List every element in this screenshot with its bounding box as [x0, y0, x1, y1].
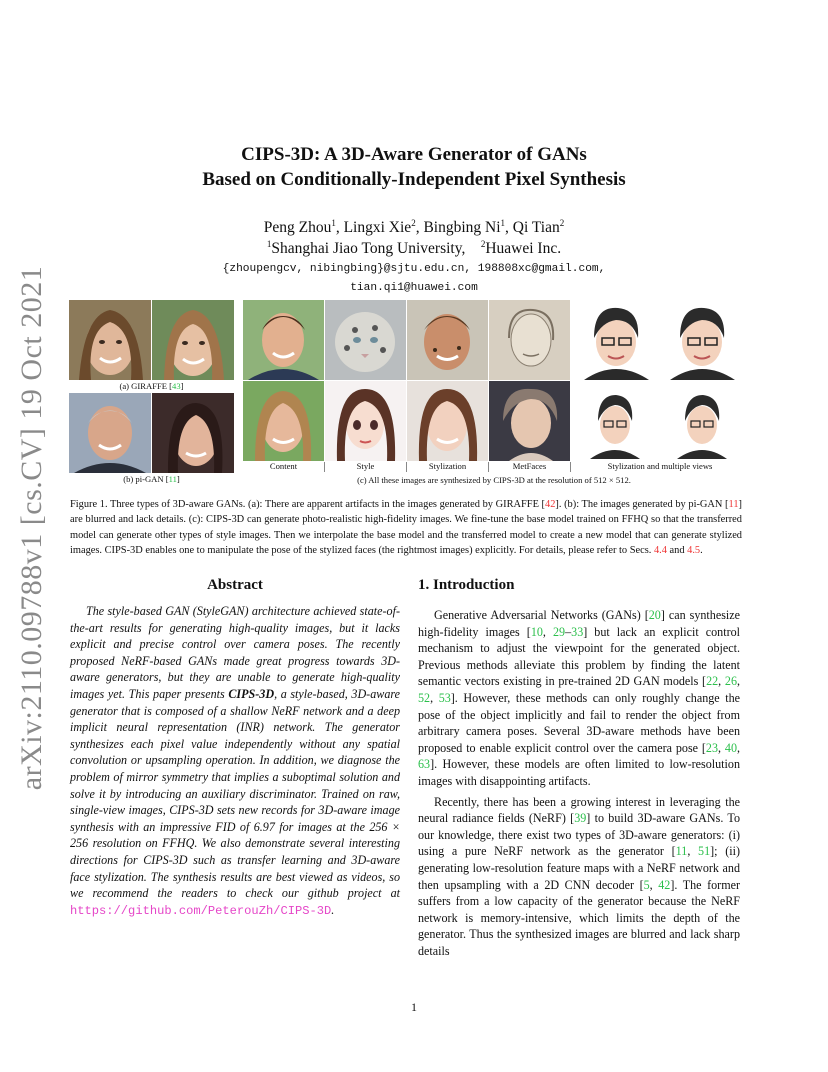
author-emails-line2: tian.qi1@huawei.com — [350, 282, 478, 294]
intro-body — [418, 607, 740, 959]
col-label-style: Style — [356, 461, 375, 471]
intro-text: , — [736, 674, 741, 689]
content-face-female — [243, 381, 324, 461]
abstract-body: The style-based GAN (StyleGAN) architecture achieved state-of-the-art results for generating high-quality images, but it lacks explicit and precise control over camera poses. The recently proposed NeRF-based GANs made great progress towards 3D-aware generators, but they are unable to generate high-quality images yet. This paper presents CIPS-3D, a style-based, 3D-aware generator that is composed of a shallow NeRF network and a deep implicit neural representation (INR) network. The generator synthesizes each pixel value independently without any spatial convolution or upsampling operation. In addition, we diagnose the problem of mirror symmetry that implies a suboptimal solution and solve it by introducing an auxiliary discriminator. Trained on raw, single-view images, CIPS-3D sets new records for 3D-aware image synthesis with an impressive FID of 6.97 for images at the 256 × 256 resolution on FFHQ. We also demonstrate several interesting directions for CIPS-3D such as transfer learning and 3D-aware face stylization. The synthesis results are best viewed as videos, so we recommend the readers to check our github project at https://github.com/PeterouZh/CIPS-3D. — [70, 604, 400, 918]
col-divider — [570, 462, 571, 472]
metfaces-portrait — [489, 381, 570, 461]
page-number: 1 — [411, 1000, 417, 1014]
intro-text: ]. However, these models are often limited to low-resolution images with disappointing artifacts. — [418, 757, 740, 788]
citation-link[interactable]: 33 — [571, 624, 584, 639]
citation-link[interactable]: 40 — [724, 740, 737, 755]
citation-link[interactable]: 53 — [438, 690, 451, 705]
intro-heading: 1. Introduction — [418, 577, 515, 593]
author-emails-line1: {zhoupengcv, nibingbing}@sjtu.edu.cn, 198808xc@gmail.com, — [222, 263, 606, 275]
stylization-leopard-face — [407, 300, 488, 380]
style-anime-girl — [325, 381, 406, 461]
citation-link[interactable]: 63 — [418, 757, 431, 772]
multiview-anime-male-1 — [578, 300, 655, 380]
pigan-face-1 — [69, 393, 151, 473]
giraffe-face-2 — [152, 300, 234, 380]
intro-text: Recently, there has been a growing interest in leveraging the neural radiance fields (NeRF) [ — [418, 794, 740, 826]
citation-link[interactable]: 52 — [418, 690, 431, 705]
metfaces-sketch — [489, 300, 570, 380]
intro-text: , — [542, 624, 553, 639]
label-a: (a) GIRAFFE [43] — [119, 381, 184, 391]
paper-title-line2: Based on Conditionally-Independent Pixel Synthesis — [202, 169, 626, 190]
col-divider — [406, 462, 407, 472]
intro-text: ] can synthesize high-fidelity images [ — [418, 608, 740, 639]
intro-text: , — [649, 877, 659, 892]
abstract-heading: Abstract — [207, 577, 263, 593]
citation-link[interactable]: 5 — [643, 877, 650, 892]
giraffe-face-1 — [69, 300, 151, 380]
arxiv-stamp: arXiv:2110.09788v1 [cs.CV] 19 Oct 2021 — [15, 265, 48, 791]
intro-text: Generative Adversarial Networks (GANs) [ — [434, 608, 649, 622]
intro-text: , — [736, 740, 741, 755]
col-label-content: Content — [269, 461, 298, 471]
citation-link[interactable]: 22 — [706, 674, 719, 689]
intro-text: , — [718, 674, 725, 689]
col-divider — [324, 462, 325, 472]
citation-link[interactable]: 11 — [675, 844, 688, 859]
intro-paragraph-1 — [418, 607, 740, 790]
paper-title-line1: CIPS-3D: A 3D-Aware Generator of GANs — [241, 144, 587, 165]
affiliations: $^1$Shanghai Jiao Tong University, $^2$Huawei Inc. — [266, 239, 562, 257]
content-face-male — [243, 300, 324, 380]
author-list: Peng Zhou$^1$, Lingxi Xie$^2$, Bingbing Ni$^1$, Qi Tian$^2$ — [263, 218, 565, 236]
col-label-stylization: Stylization — [428, 461, 467, 471]
intro-text: , — [687, 844, 699, 859]
multiview-anime-male-4 — [673, 389, 731, 459]
col-divider — [488, 462, 489, 472]
citation-link[interactable]: 23 — [705, 740, 718, 755]
intro-text: ]. The former suffers from a low capacity of the generator because the NeRF network is memory-intensive, which limits the depth of the generator. Thus the synthesized images are blurred and lack sharp details — [418, 877, 740, 958]
intro-paragraph-2 — [418, 794, 740, 960]
intro-text: , — [718, 740, 725, 755]
intro-text: , — [430, 690, 439, 705]
citation-link[interactable]: 51 — [698, 844, 711, 859]
citation-link[interactable]: 10 — [530, 624, 543, 639]
col-label-metfaces: MetFaces — [512, 461, 547, 471]
intro-text: ] to build 3D-aware GANs. To our knowledge, there exist two types of 3D-aware generators: (i) using a pure NeRF network as the generator [ — [418, 811, 741, 859]
intro-text: ]. However, these methods can only roughly change the pose of the object implicitly and fail to render the object from arbitrary camera poses. Several 3D-aware methods have been proposed to enable explicit control over the camera pose [ — [418, 690, 740, 755]
citation-link[interactable]: 39 — [574, 811, 587, 826]
stylization-anime-woman — [407, 381, 488, 461]
intro-text: ] but lack an explicit control mechanism to adjust the viewpoint for the generated object. Previous methods alleviate this problem by finding the latent semantic vectors existing in pre-trained 2D GAN models [ — [418, 624, 741, 689]
citation-link[interactable]: 42 — [658, 877, 671, 892]
style-snow-leopard — [325, 300, 406, 380]
label-c: (c) All these images are synthesized by CIPS-3D at the resolution of 512 × 512. — [357, 475, 631, 485]
col-label-multiview: Stylization and multiple views — [607, 461, 713, 471]
figure-caption: Figure 1. Three types of 3D-aware GANs. (a): There are apparent artifacts in the images generated by GIRAFFE [42]. (b): The images generated by pi-GAN [11] are blurred and lack details. (c): CIPS-3D can generate photo-realistic high-fidelity images. We fine-tune the base model trained on FFHQ so that the transferred model can generate other types of style images. Then we interpolate the base model and the transferred model to create a new model that can generate stylized images. CIPS-3D enables one to manipulate the pose of the stylized faces (the rightmost images) explicitly. For details, please refer to Secs. 4.4 and 4.5. — [70, 499, 743, 557]
citation-link[interactable]: 20 — [648, 608, 661, 622]
citation-link[interactable]: 26 — [724, 674, 737, 689]
label-b: (b) pi-GAN [11] — [123, 474, 180, 484]
intro-text: ]; (ii) generating low-resolution feature maps with a NeRF network and then upsampling with a 2D CNN decoder [ — [418, 844, 740, 892]
pigan-face-2 — [152, 393, 234, 473]
multiview-anime-male-2 — [664, 300, 741, 380]
github-link[interactable]: https://github.com/PeterouZh/CIPS-3D — [70, 903, 332, 918]
intro-text: – — [565, 624, 572, 639]
multiview-anime-male-3 — [586, 389, 644, 459]
citation-link[interactable]: 29 — [553, 624, 566, 639]
